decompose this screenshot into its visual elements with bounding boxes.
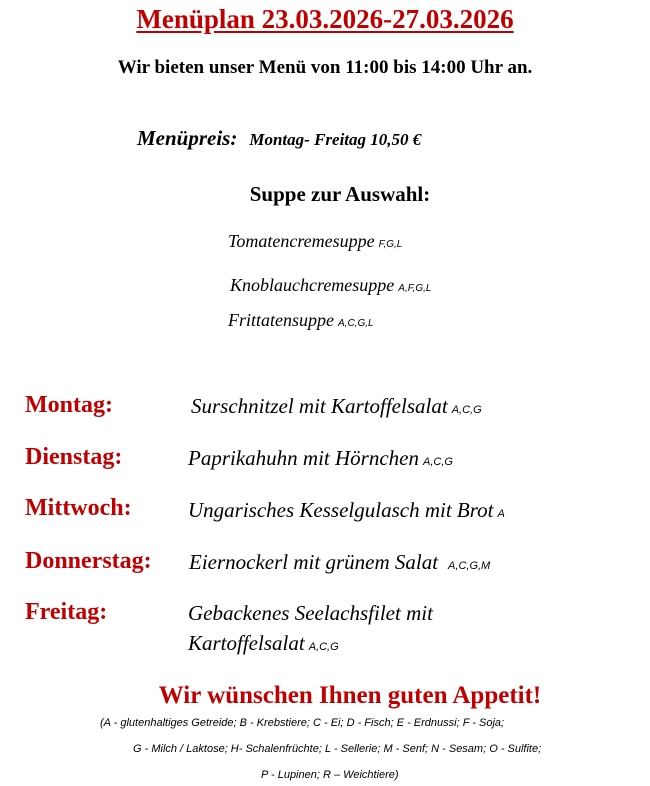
dish-allergens: A [497, 508, 505, 520]
dish-monday [191, 391, 482, 425]
dish-wednesday [188, 495, 505, 529]
day-label-wednesday: Mittwoch: [25, 495, 132, 521]
soup-allergens: A,F,G,L [398, 283, 432, 294]
closing-message: Wir wünschen Ihnen guten Appetit! [158, 682, 542, 709]
soup-name: Knoblauchcremesuppe [230, 275, 395, 295]
allergen-legend-line: (A - glutenhaltiges Getreide; B - Krebstiere; C - Ei; D - Fisch; E - Erdnussi; F - Soja; [100, 717, 505, 729]
day-label-monday: Montag: [25, 392, 113, 418]
soup-heading: Suppe zur Auswahl: [249, 182, 431, 206]
opening-hours: Wir bieten unser Menü von 11:00 bis 14:00 Uhr an. [117, 57, 533, 78]
dish-name: Paprikahuhn mit Hörnchen [188, 446, 419, 470]
menu-price [137, 126, 421, 151]
dish-thursday [189, 547, 490, 581]
dish-allergens: A,C,G [422, 456, 453, 468]
dish-name: Surschnitzel mit Kartoffelsalat [191, 394, 448, 418]
price-label: Menüpreis: [137, 126, 238, 150]
dish-name: Eiernockerl mit grünem Salat [189, 550, 439, 574]
price-value: Montag- Freitag 10,50 € [249, 130, 422, 149]
day-label-friday: Freitag: [25, 599, 108, 625]
soup-name: Frittatensuppe [228, 310, 334, 330]
soup-allergens: F,G,L [378, 239, 403, 250]
dish-allergens: A,C,G [451, 404, 482, 416]
allergen-legend-line: G - Milch / Laktose; H- Schalenfrüchte; L - Sellerie; M - Senf; N - Sesam; O - Sulfite; [133, 743, 542, 755]
soup-item [228, 231, 402, 252]
page-title: Menüplan 23.03.2026-27.03.2026 [136, 4, 514, 34]
dish-name: Ungarisches Kesselgulasch mit Brot [188, 498, 494, 522]
dish-friday [188, 598, 433, 662]
allergen-legend-line: P - Lupinen; R – Weichtiere) [261, 769, 399, 781]
dish-name-line2: Kartoffelsalat [188, 631, 305, 655]
dish-allergens: A,C,G [308, 641, 339, 653]
soup-allergens: A,C,G,L [338, 318, 374, 329]
day-label-tuesday: Dienstag: [25, 444, 123, 470]
dish-allergens: A,C,G,M [448, 560, 491, 572]
dish-tuesday [188, 443, 453, 477]
day-label-thursday: Donnerstag: [25, 548, 152, 574]
soup-item [228, 310, 374, 331]
soup-name: Tomatencremesuppe [228, 231, 375, 251]
dish-name: Gebackenes Seelachsfilet mit [188, 601, 433, 625]
soup-item [230, 275, 431, 296]
